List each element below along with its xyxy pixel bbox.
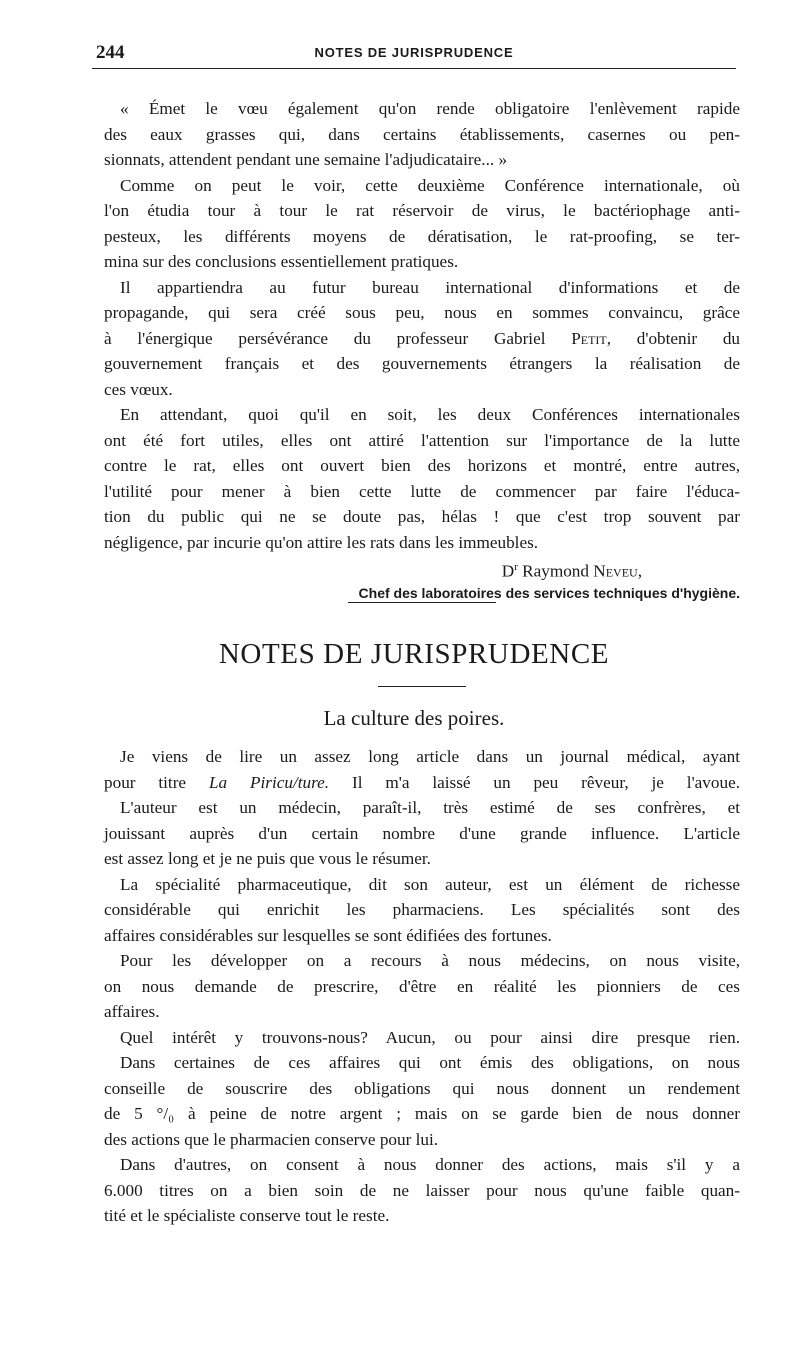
paragraph-line: on nous demande de prescrire, d'être en réalité les pionniers de ces <box>104 976 740 996</box>
title-underline <box>378 686 466 687</box>
paragraph-line: propagande, qui sera créé sous peu, nous en sommes convaincu, grâce <box>104 303 740 322</box>
page-number: 244 <box>96 42 125 63</box>
paragraph-line: L'auteur est un médecin, paraît-il, très estimé de ses confrères, et <box>120 798 740 817</box>
paragraph-line: mina sur des conclusions essentiellement pratiques. <box>104 252 459 271</box>
paragraph-line: Il appartiendra au futur bureau international d'informations et de <box>120 277 740 297</box>
paragraph-line: l'utilité pour mener à bien cette lutte de commencer par faire l'éduca- <box>104 481 740 501</box>
paragraph-line: affaires considérables sur lesquelles se sont édifiées des fortunes. <box>104 925 552 945</box>
paragraph-line: contre le rat, elles ont ouvert bien des horizons et montré, entre autres, <box>104 456 740 475</box>
paragraph-line: tité et le spécialiste conserve tout le reste. <box>104 1206 390 1225</box>
article-title-italic: La Piricu/ture. <box>208 772 330 792</box>
section-title: NOTES DE JURISPRUDENCE <box>218 638 610 670</box>
article-subtitle: La culture des poires. <box>323 706 505 730</box>
page-header <box>92 42 736 69</box>
article-pears-section <box>104 744 740 1229</box>
paragraph-line: ces vœux. <box>104 379 173 399</box>
paragraph-line: En attendant, quoi qu'il en soit, les deux Conférences internationales <box>120 405 740 424</box>
paragraph-line: La spécialité pharmaceutique, dit son auteur, est un élément de richesse <box>120 874 740 894</box>
author-name-petit: Petit <box>571 328 607 348</box>
paragraph-line <box>104 326 740 352</box>
paragraph-line: de 5 °/₀ à peine de notre argent ; mais on se garde bien de nous donner <box>104 1104 740 1123</box>
paragraph-line <box>104 770 740 796</box>
paragraph-line: Comme on peut le voir, cette deuxième Conférence internationale, où <box>120 175 740 195</box>
paragraph-line: négligence, par incurie qu'on attire les rats dans les immeubles. <box>104 532 539 552</box>
line-text: , d'obtenir du <box>606 328 741 348</box>
line-text: pour titre <box>104 772 187 792</box>
paragraph-line: 6.000 titres on a bien soin de ne laisser pour nous qu'une faible quan- <box>104 1180 740 1200</box>
signature-title: Chef des laboratoires des services techniques d'hygiène. <box>358 584 740 601</box>
paragraph-line: sionnats, attendent pendant une semaine l'adjudicataire... » <box>104 150 508 169</box>
signature-first-name: Raymond <box>517 561 594 581</box>
paragraph-line: considérable qui enrichit les pharmaciens. Les spécialités sont des <box>104 900 740 919</box>
paragraph-line: des eaux grasses qui, dans certains établissements, casernes ou pen- <box>104 124 740 144</box>
paragraph-line: « Émet le vœu également qu'on rende obligatoire l'enlèvement rapide <box>120 99 740 118</box>
paragraph-line: affaires. <box>104 1002 160 1021</box>
paragraph-line: ont été fort utiles, elles ont attiré l'attention sur l'importance de la lutte <box>104 430 740 450</box>
paragraph-line: gouvernement français et des gouvernements étrangers la réalisation de <box>104 354 740 373</box>
line-text: Il m'a laissé un peu rêveur, je l'avoue. <box>351 772 741 792</box>
paragraph-line: Je viens de lire un assez long article dans un journal médical, ayant <box>120 747 740 766</box>
paragraph-line: des actions que le pharmacien conserve pour lui. <box>104 1129 439 1149</box>
article-rat-section <box>104 96 740 606</box>
paragraph-line: Dans d'autres, on consent à nous donner des actions, mais s'il y a <box>120 1155 740 1174</box>
signature-prefix: D <box>501 561 515 581</box>
paragraph-line: tion du public qui ne se doute pas, hélas ! que c'est trop souvent par <box>104 507 740 526</box>
running-head: NOTES DE JURISPRUDENCE <box>314 45 514 60</box>
paragraph-line: conseille de souscrire des obligations qui nous donnent un rendement <box>104 1078 740 1098</box>
paragraph-line: Quel intérêt y trouvons-nous? Aucun, ou pour ainsi dire presque rien. <box>120 1027 740 1047</box>
signature-last-name: Neveu <box>593 561 638 581</box>
signature-comma: , <box>637 561 642 581</box>
paragraph-line: pesteux, les différents moyens de dératisation, le rat-proofing, se ter- <box>104 226 740 246</box>
paragraph-line: jouissant auprès d'un certain nombre d'une grande influence. L'article <box>104 823 740 843</box>
paragraph-line: l'on étudia tour à tour le rat réservoir de virus, le bactériophage anti- <box>104 201 740 220</box>
paragraph-line: Pour les développer on a recours à nous médecins, on nous visite, <box>120 951 740 970</box>
paragraph-line: est assez long et je ne puis que vous le résumer. <box>104 849 431 868</box>
paragraph-line: Dans certaines de ces affaires qui ont émis des obligations, on nous <box>120 1053 740 1072</box>
signature <box>104 555 740 581</box>
signature-sup: r <box>514 561 518 573</box>
line-text: à l'énergique persévérance du professeur Gabriel <box>104 328 546 348</box>
section-divider <box>348 602 496 603</box>
